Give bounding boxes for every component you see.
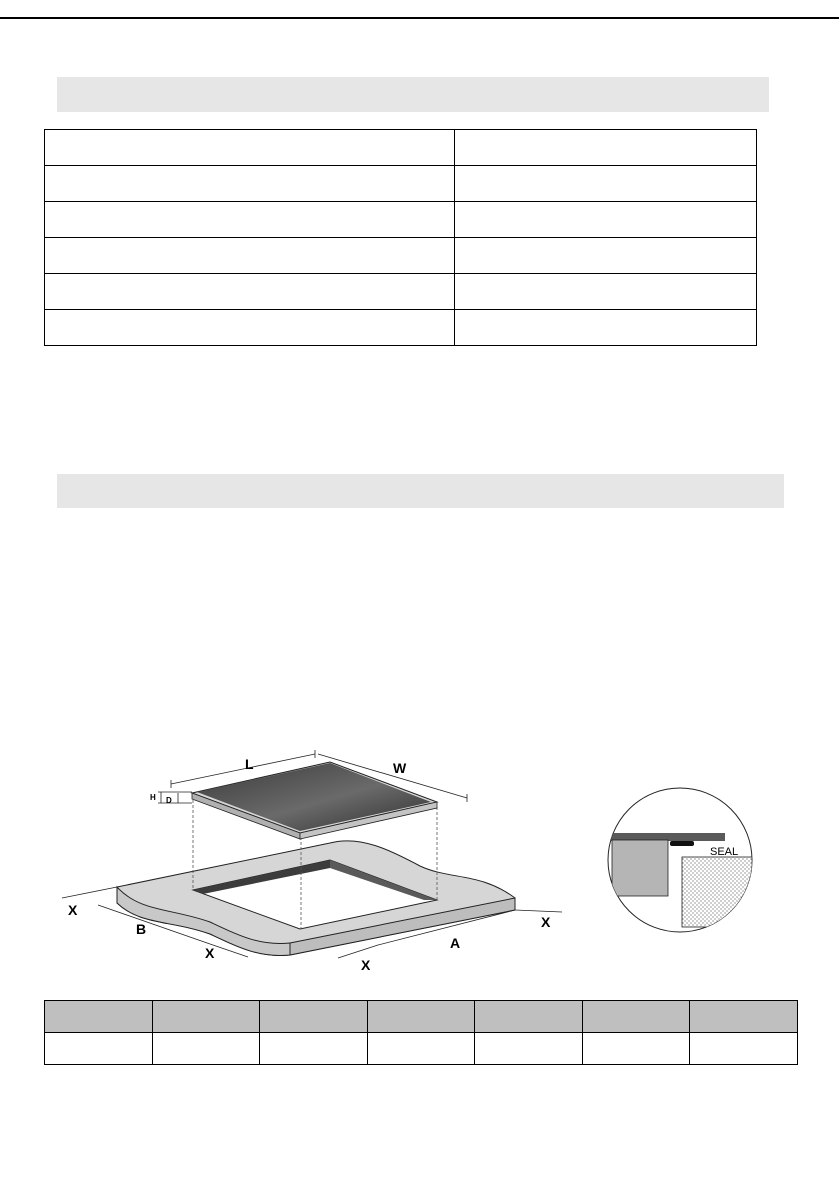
column-header — [152, 1001, 260, 1033]
installation-diagram — [0, 740, 839, 980]
table-row — [45, 202, 757, 238]
spec-label — [45, 274, 455, 310]
spec-label — [45, 238, 455, 274]
spec-value — [455, 130, 757, 166]
spec-value — [455, 310, 757, 346]
column-header — [582, 1001, 690, 1033]
label-width: W — [393, 760, 407, 776]
column-header — [475, 1001, 583, 1033]
label-cutout-a: A — [450, 935, 461, 951]
dimensions-table — [44, 1000, 798, 1065]
label-cutout-b: B — [136, 921, 147, 937]
spec-label — [45, 310, 455, 346]
label-clearance: X — [205, 945, 215, 961]
table-row — [45, 238, 757, 274]
specification-table — [44, 129, 757, 346]
dimension-value — [690, 1033, 798, 1065]
section-heading-bar-installation — [57, 474, 784, 508]
label-depth: D — [166, 796, 172, 805]
spec-label — [45, 166, 455, 202]
table-row — [45, 310, 757, 346]
table-row — [45, 274, 757, 310]
label-clearance: X — [541, 914, 551, 930]
spec-label — [45, 130, 455, 166]
header-rule — [0, 17, 839, 19]
seal-detail — [605, 788, 752, 932]
label-clearance: X — [68, 902, 78, 918]
dimension-value — [475, 1033, 583, 1065]
table-header-row — [45, 1001, 798, 1033]
table-row — [45, 130, 757, 166]
dimension-value — [367, 1033, 475, 1065]
spec-value — [455, 274, 757, 310]
section-heading-bar-specs — [57, 77, 769, 112]
spec-value — [455, 238, 757, 274]
dimension-value — [45, 1033, 153, 1065]
spec-value — [455, 202, 757, 238]
spec-value — [455, 166, 757, 202]
dimension-value — [152, 1033, 260, 1065]
seal-label: SEAL — [710, 846, 739, 858]
label-height: H — [150, 793, 156, 802]
label-length: L — [245, 756, 254, 772]
column-header — [690, 1001, 798, 1033]
column-header — [367, 1001, 475, 1033]
dimension-value — [260, 1033, 368, 1065]
dimension-value — [582, 1033, 690, 1065]
label-clearance: X — [361, 957, 371, 973]
table-row — [45, 1033, 798, 1065]
column-header — [260, 1001, 368, 1033]
column-header — [45, 1001, 153, 1033]
table-row — [45, 166, 757, 202]
spec-label — [45, 202, 455, 238]
